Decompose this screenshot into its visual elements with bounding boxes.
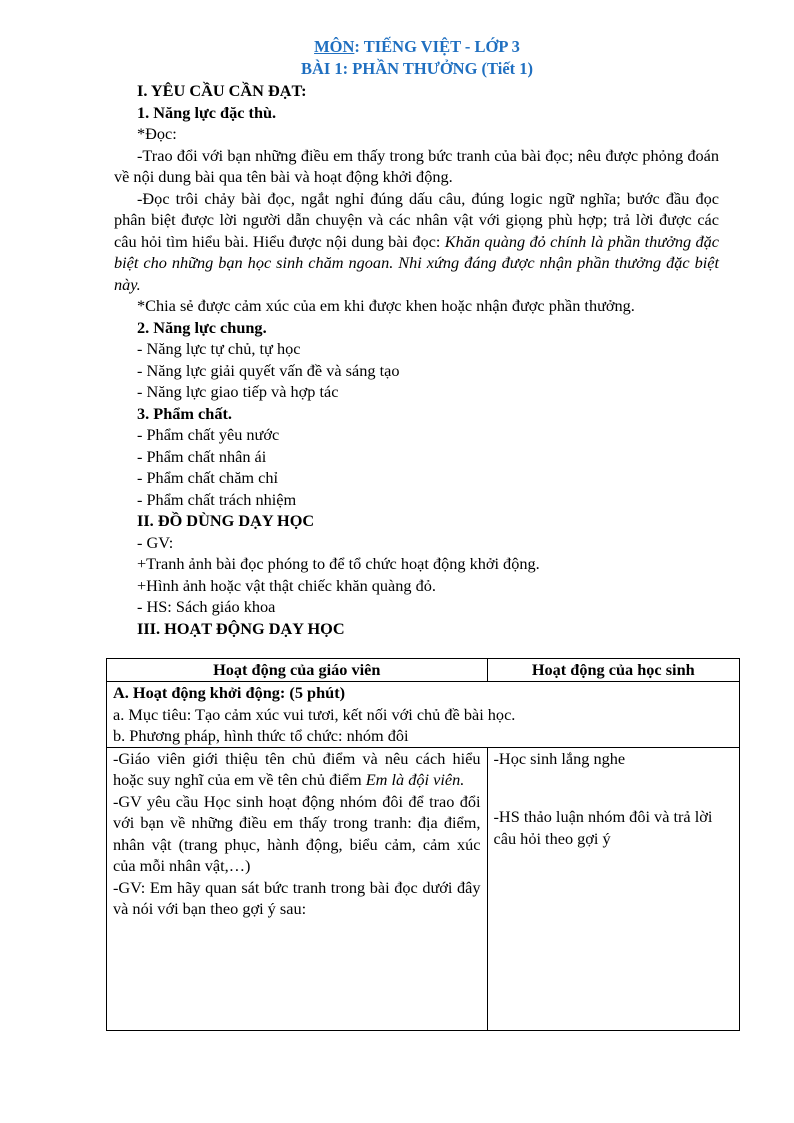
paragraph-2 — [114, 188, 719, 296]
teacher-activity-cell — [107, 747, 488, 1030]
section-1-2-heading: 2. Năng lực chung. — [137, 317, 267, 337]
student-step-2: -HS thảo luận nhóm đôi và trả lời câu hỏi theo gợi ý — [493, 807, 713, 848]
teacher-column-header: Hoạt động của giáo viên — [107, 659, 488, 682]
quality-item: - Phẩm chất trách nhiệm — [137, 489, 297, 509]
general-item: - Năng lực giao tiếp và hợp tác — [137, 382, 339, 401]
section-1-heading: I. YÊU CẦU CẦN ĐẠT: — [137, 81, 307, 100]
section-a-row — [107, 682, 740, 748]
quality-item: - Phẩm chất yêu nước — [137, 425, 280, 444]
section-1-1-heading: 1. Năng lực đặc thù. — [137, 102, 277, 122]
section-3-heading: III. HOẠT ĐỘNG DẠY HỌC — [137, 618, 345, 638]
teacher-step-2: -GV yêu cầu Học sinh hoạt động nhóm đôi để trao đổi với bạn về những điều em thấy trong tranh: địa điểm, nhân vật (trang phục, hành động, biểu cảm, cảm xúc của mỗi nhân vật,…) — [113, 791, 481, 875]
general-item: - Năng lực tự chủ, tự học — [137, 339, 301, 358]
lesson-title: BÀI 1: PHẦN THƯỞNG (Tiết 1) — [300, 59, 534, 78]
section-a-cell — [107, 682, 740, 748]
section-2-heading: II. ĐỒ DÙNG DẠY HỌC — [137, 511, 315, 530]
table-header-row — [107, 659, 740, 682]
section-a-goal: a. Mục tiêu: Tạo cảm xúc vui tươi, kết nối với chủ đề bài học. — [113, 704, 516, 724]
hs-line: - HS: Sách giáo khoa — [137, 597, 276, 616]
student-column-header: Hoạt động của học sinh — [487, 659, 739, 682]
subject-word: MÔN — [314, 37, 355, 56]
section-1-3-heading: 3. Phẩm chất. — [137, 403, 232, 423]
section-a-heading: A. Hoạt động khởi động: (5 phút) — [113, 683, 346, 702]
section-a-method: b. Phương pháp, hình thức tổ chức: nhóm đôi — [113, 726, 409, 745]
subject-rest: : TIẾNG VIỆT - LỚP 3 — [354, 37, 520, 56]
teacher-step-3: -GV: Em hãy quan sát bức tranh trong bài đọc dưới đây và nói với bạn theo gợi ý sau: — [113, 877, 481, 918]
activity-table — [106, 658, 740, 1031]
quality-item: - Phẩm chất nhân ái — [137, 446, 267, 466]
general-item: - Năng lực giải quyết vấn đề và sáng tạo — [137, 360, 400, 380]
gv-item: +Tranh ảnh bài đọc phóng to để tổ chức hoạt động khởi động. — [137, 554, 540, 573]
reading-label: *Đọc: — [137, 124, 177, 143]
student-spacer — [494, 769, 733, 806]
subject-title — [0, 37, 794, 57]
student-activity-cell — [487, 747, 739, 1030]
student-step-1: -Học sinh lắng nghe — [493, 748, 626, 768]
teacher-step-1 — [113, 748, 481, 791]
lesson-body — [114, 80, 719, 639]
paragraph-1: -Trao đổi với bạn những điều em thấy trong bức tranh của bài đọc; nêu được phỏng đoán về nội dung bài qua tên bài và hoạt động khởi động. — [114, 145, 719, 186]
gv-label: - GV: — [137, 532, 174, 552]
teacher-step-1-text: -Giáo viên giới thiệu tên chủ điểm và nêu cách hiểu hoặc suy nghĩ của em về tên chủ điểm — [113, 748, 481, 789]
paragraph-2-italic: Khăn quàng đỏ chính là phần thưởng đặc biệt cho những bạn học sinh chăm ngoan. Nhi xứng đáng được nhận phần thưởng đặc biệt này. — [114, 231, 719, 294]
teacher-step-1-italic: Em là đội viên. — [365, 770, 465, 789]
quality-item: - Phẩm chất chăm chỉ — [137, 468, 279, 487]
activity-row — [107, 747, 740, 1030]
paragraph-3: *Chia sẻ được cảm xúc của em khi được khen hoặc nhận được phần thưởng. — [137, 296, 635, 315]
paragraph-2-text: -Đọc trôi chảy bài đọc, ngắt nghỉ đúng dấu câu, đúng logic ngữ nghĩa; bước đầu đọc phân biệt được lời người dẫn chuyện và các nhân vật với giọng phù hợp; trả lời được các câu hỏi tìm hiểu bài. Hiểu được nội dung bài đọc: — [114, 188, 719, 251]
gv-item: +Hình ảnh hoặc vật thật chiếc khăn quàng đỏ. — [137, 575, 436, 595]
